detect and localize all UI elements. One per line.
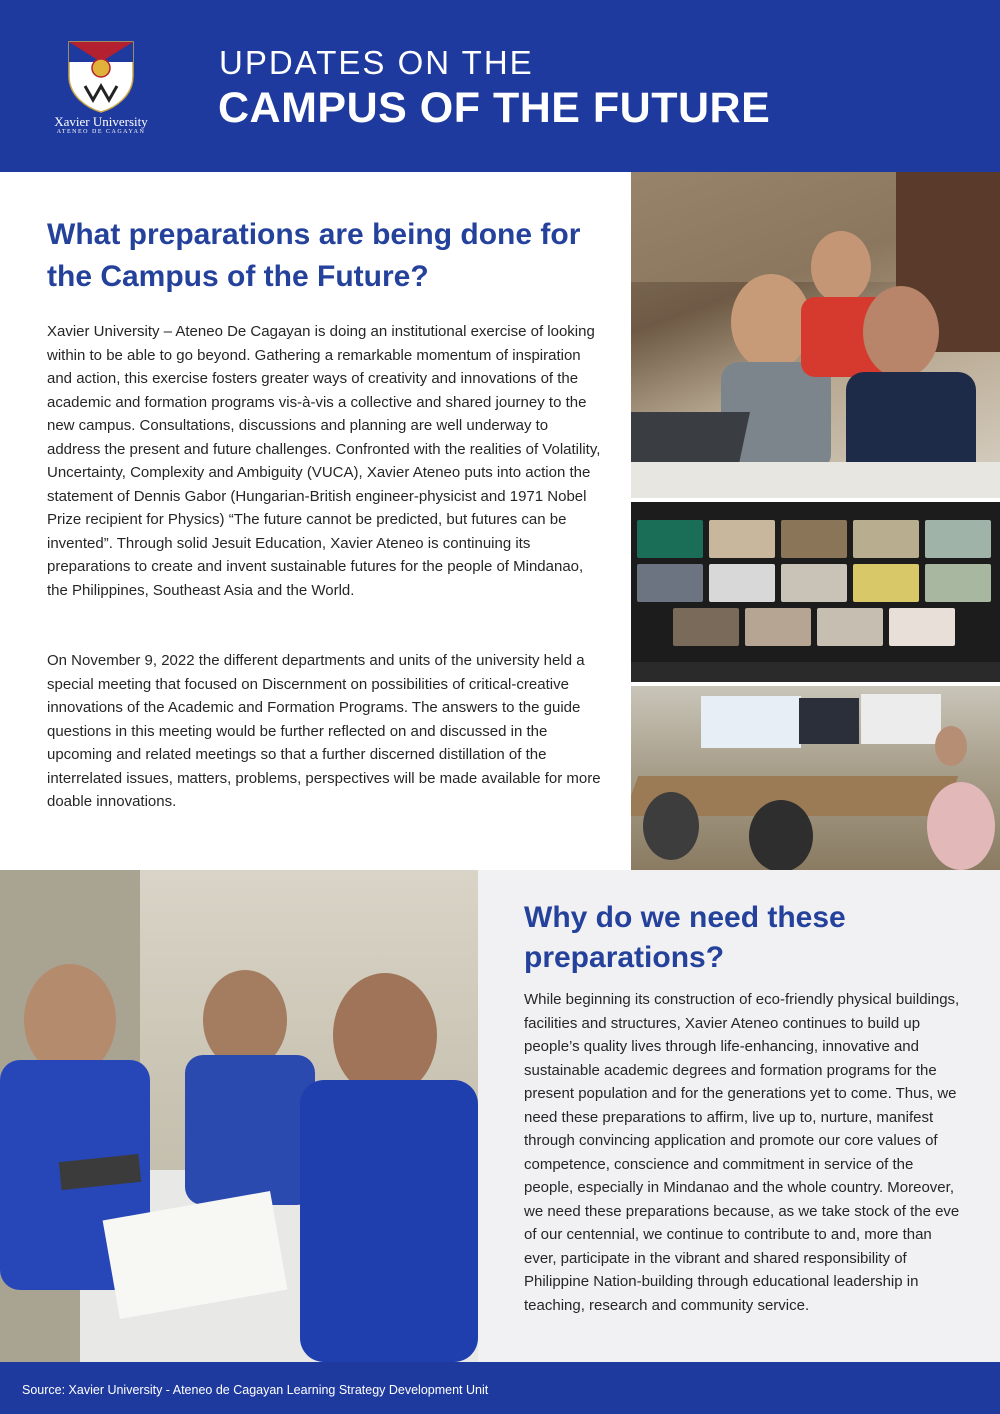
section2-paragraph: While beginning its construction of eco-friendly physical buildings, facilities and structures, Xavier Ateneo continues to build up people’s quality lives through life-enhancing, innovative and sustainable academic degrees and formation programs for the present population and for the generations yet to come. Thus, we need these preparations to affirm, live up to, nurture, manifest through convincing application and promote our core values of competence, conscience and commitment in service of the people, especially in Mindanao and the whole country. Moreover, we need these preparations because, as we take stock of the eve of our centennial, we continue to contribute to and, more than ever, participate in the vibrant and shared responsibility of Philippine Nation-building through educational leadership in teaching, research and community service. — [524, 991, 960, 1314]
university-name: Xavier University — [54, 114, 148, 129]
section1-paragraph2: On November 9, 2022 the different departments and units of the university held a special meeting that focused on Discernment on possibilities of critical-creative innovations of the Academic and Formation Programs. The answers to the guide questions in this meeting would be further reflected on and discussed in the upcoming and related meetings so that a further discerned distillation of the interrelated issues, matters, problems, perspectives will be made available for more doable innovations. — [47, 652, 601, 810]
source-credit: Source: Xavier University - Ateneo de Cagayan Learning Strategy Development Unit — [22, 1383, 489, 1397]
university-crest-logo — [63, 38, 139, 114]
section2-question: Why do we need these preparations? — [524, 901, 846, 974]
header-title-line2: CAMPUS OF THE FUTURE — [218, 84, 771, 132]
photo-women-reviewing-plans — [0, 870, 478, 1362]
photo-classroom-meeting — [631, 686, 1000, 870]
section1-paragraph1: Xavier University – Ateneo De Cagayan is doing an institutional exercise of looking within to be able to go beyond. Gathering a remarkable momentum of inspiration and action, this exercise fosters greater ways of creativity and innovations of the academic and formation programs vis-à-vis a collective and shared journey to the new campus. Consultations, discussions and planning are well underway to address the present and future challenges. Confronted with the realities of Volatility, Uncertainty, Complexity and Ambiguity (VUCA), Xavier Ateneo puts into action the statement of Dennis Gabor (Hungarian-British engineer-physicist and 1971 Nobel Prize recipient for Physics) “The future cannot be predicted, but futures can be invented”. Through solid Jesuit Education, Xavier Ateneo is continuing its preparations to create and invent sustainable futures for the people of Mindanao, the Philippines, Southeast Asia and the World. — [47, 323, 601, 599]
photo-workshop-laptop — [631, 172, 1000, 498]
section1-question: What preparations are being done for the Campus of the Future? — [47, 218, 581, 293]
university-subtitle: ATENEO DE CAGAYAN — [56, 129, 146, 135]
photo-video-conference — [631, 502, 1000, 682]
header-title-line1: UPDATES ON THE — [219, 44, 534, 81]
